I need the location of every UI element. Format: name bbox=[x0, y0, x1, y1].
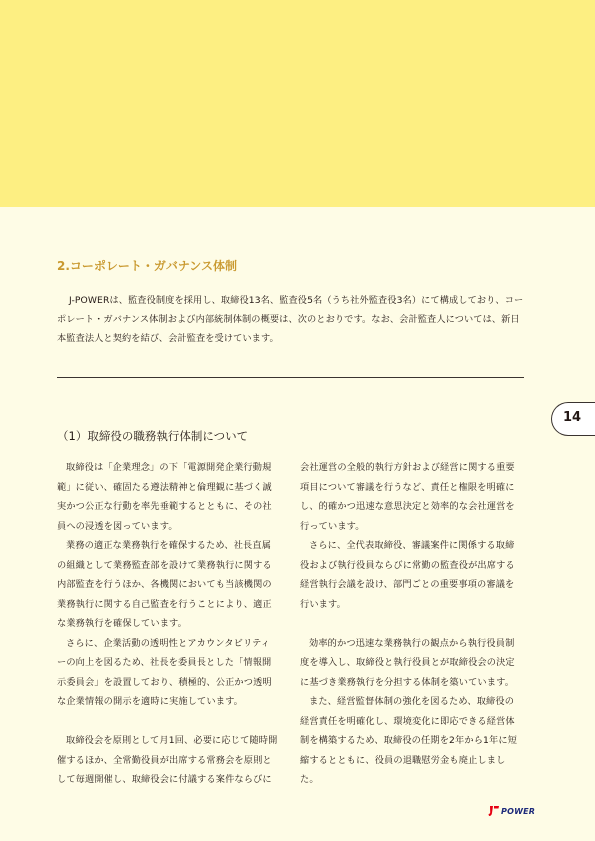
logo-text: POWER bbox=[501, 806, 536, 816]
section-title: 2.コーポレート・ガバナンス体制 bbox=[57, 259, 237, 273]
paragraph: 効率的かつ迅速な業務執行の観点から執行役員制度を導入し、取締役と執行役員とが取締役会の決定に基づき業務執行を分担する体制を築いています。 bbox=[300, 637, 515, 688]
j-power-mark-icon bbox=[488, 805, 500, 817]
section-divider bbox=[57, 377, 524, 378]
paragraph: また、経営監督体制の強化を図るため、取締役の経営責任を明確化し、環境変化に即応できる経営体制を構築するため、取締役の任期を2年から1年に短縮するとともに、役員の退職慰労金も廃止しました。 bbox=[300, 696, 518, 785]
subsection-title: （1）取締役の職務執行体制について bbox=[57, 429, 249, 443]
paragraph: 取締役会を原則として月1回、必要に応じて随時開催するほか、全常勤役員が出席する常務会を原則として毎週開催し、取締役会に付議する案件ならびに bbox=[57, 735, 278, 785]
paragraph: 会社運営の全般的執行方針および経営に関する重要項目について審議を行うなど、責任と権限を明確にし、的確かつ迅速な意思決定と効率的な会社運営を行っています。 bbox=[300, 462, 515, 532]
header-band bbox=[0, 0, 595, 207]
j-power-logo bbox=[488, 805, 535, 817]
right-column bbox=[300, 458, 522, 790]
left-column bbox=[57, 458, 279, 790]
paragraph: 業務の適正な業務執行を確保するため、社長直属の組織として業務監査部を設けて業務執行に関する内部監査を行うほか、各機関においても当該機関の業務執行に関する自己監査を行うことにより、適正な業務執行を確保しています。 bbox=[57, 540, 272, 629]
paragraph: 取締役は「企業理念」の下「電源開発企業行動規範」に従い、確固たる遵法精神と倫理観に基づく誠実かつ公正な行動を率先垂範するとともに、その社員への浸透を図っています。 bbox=[57, 462, 272, 532]
paragraph: さらに、企業活動の透明性とアカウンタビリティーの向上を図るため、社長を委員長とした「情報開示委員会」を設置しており、積極的、公正かつ透明な企業情報の開示を適時に実施しています。 bbox=[57, 637, 272, 707]
intro-paragraph: J-POWERは、監査役制度を採用し、取締役13名、監査役5名（うち社外監査役3名）にて構成しており、コーポレート・ガバナンス体制および内部統制体制の概要は、次のとおりです。なお、会計監査人については、新日本監査法人と契約を結び、会計監査を受けています。 bbox=[57, 295, 524, 344]
paragraph: さらに、全代表取締役、審議案件に関係する取締役および執行役員ならびに常勤の監査役が出席する経営執行会議を設け、部門ごとの重要事項の審議を行います。 bbox=[300, 540, 515, 610]
page-number: 14 bbox=[563, 410, 582, 425]
